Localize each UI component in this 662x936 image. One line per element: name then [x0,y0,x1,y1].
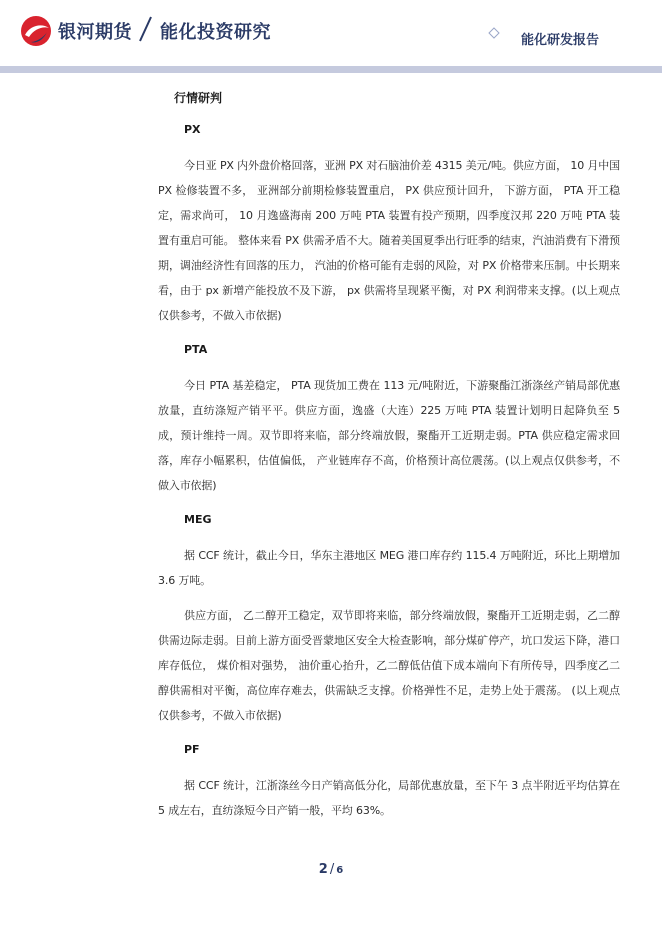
pf-heading: PF [184,743,200,756]
header-band [0,66,662,73]
pf-paragraph: 据 CCF 统计，江浙涤丝今日产销高低分化，局部优惠放量，至下午 3 点半附近平均估算在 5 成左右，直纺涤短今日产销一般，平均 63%。 [158,779,620,817]
pta-heading: PTA [184,343,208,356]
meg-inventory-paragraph: 据 CCF 统计，截止今日，华东主港地区 MEG 港口库存约 115.4 万吨附近，环比上期增加 3.6 万吨。 [158,549,620,587]
meg-heading: MEG [184,513,212,526]
page-number: 2 [318,862,328,877]
report-body [158,88,620,823]
page-header [0,0,662,66]
header-slash-divider [136,14,154,44]
px-paragraph: 今日亚 PX 内外盘价格回落，亚洲 PX 对石脑油价差 4315 美元/吨。供应方面， 10 月中国 PX 检修装置不多， 亚洲部分前期检修装置重启， PX 供应预计回升， 下游方面， PTA 开工稳定，需求尚可， 10 月逸盛海南 200 万吨 PTA 装置有投产预期，四季度汉邦 220 万吨 PTA 装置有重启可能。 整体来看 PX 供需矛盾不大。随着美国夏季出行旺季的结束，汽油消费有下滑预期，调油经济性有回落的压力， 汽油的价格可能有走弱的风险，对 PX 价格带来压制。中长期来看，由于 px 新增产能投放不及下游， px 供需将呈现紧平衡，对 PX 利润带来支撑。(以上观点仅供参考，不做入市依据) [158,159,620,322]
page-footer [0,858,662,877]
meg-supply-paragraph: 供应方面， 乙二醇开工稳定，双节即将来临，部分终端放假，聚酯开工近期走弱，乙二醇供需边际走弱。目前上游方面受晋蒙地区安全大检查影响，部分煤矿停产，坑口发运下降，港口库存低位， 煤价相对强势， 油价重心抬升，乙二醇低估值下成本端向下有所传导，四季度乙二醇供需相对平衡，高位库存难去，供需缺乏支撑。价格弹性不足，走势上处于震荡。 (以上观点仅供参考，不做入市依据) [158,609,620,722]
brand-name: 银河期货 [58,22,132,43]
section-title: 行情研判 [174,91,223,105]
pta-paragraph: 今日 PTA 基差稳定， PTA 现货加工费在 113 元/吨附近，下游聚酯江浙涤丝产销局部优惠放量，直纺涤短产销平平。供应方面，逸盛（大连）225 万吨 PTA 装置计划明日起降负至 5 成，预计维持一周。双节即将来临，部分终端放假，聚酯开工近期走弱。PTA 供应稳定需求回落，库存小幅累积，估值偏低， 产业链库存不高，价格预计高位震荡。(以上观点仅供参考，不做入市依据) [158,379,620,492]
page-total: 6 [336,865,344,876]
px-heading: PX [184,123,201,136]
page-separator: / [329,862,335,877]
department-name: 能化投资研究 [160,22,271,43]
header-decorative-line [290,26,510,40]
report-type-label: 能化研发报告 [521,33,600,48]
galaxy-futures-logo-icon [20,15,52,47]
